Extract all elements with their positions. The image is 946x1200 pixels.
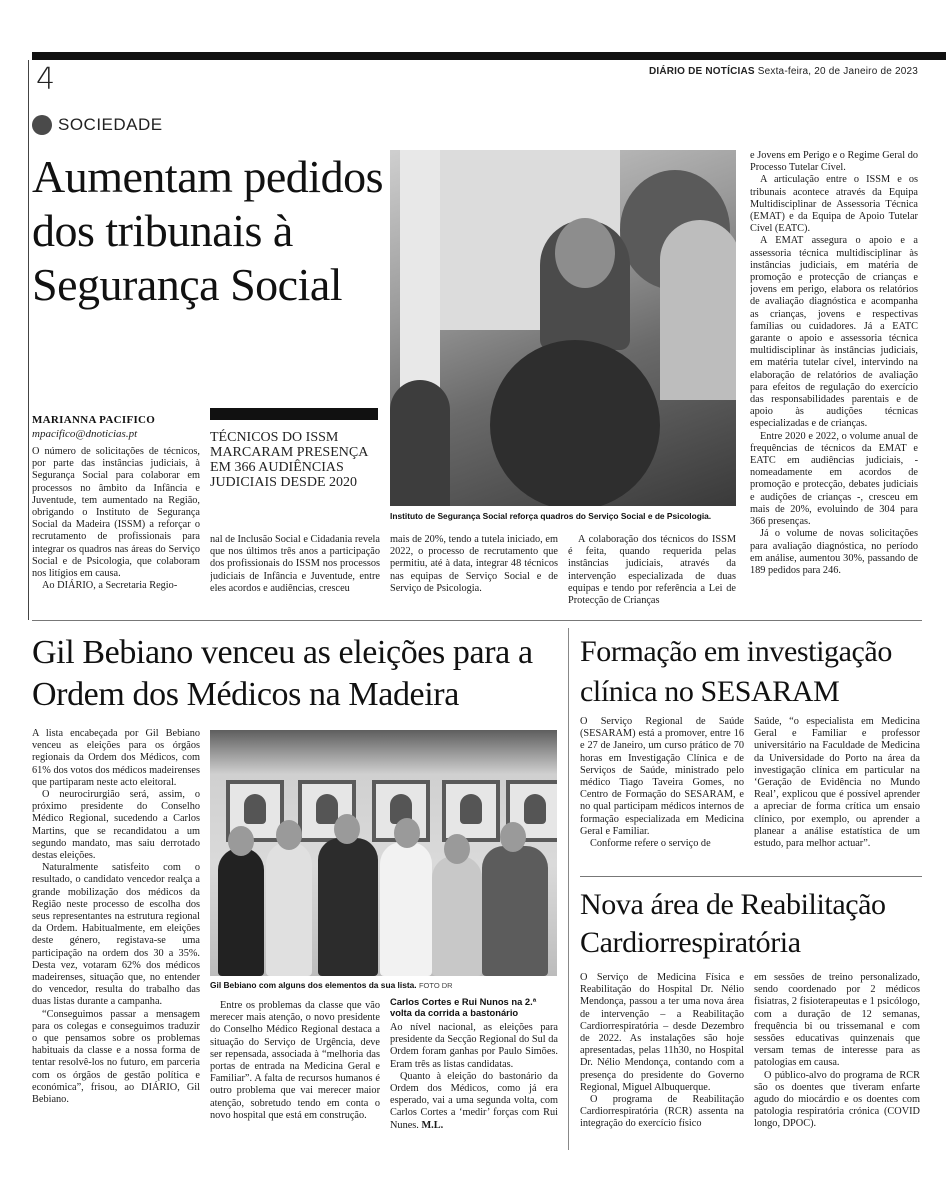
section-divider (32, 620, 922, 621)
paragraph: Já o volume de novas solicitações para avaliação diagnóstica, no período em análise, aumentou 30%, passando de 189 pedidos para 246. (750, 528, 918, 576)
gil-article-col-1 (32, 728, 200, 1148)
section-label: SOCIEDADE (58, 115, 163, 134)
top-rule (32, 52, 946, 60)
issue-date: Sexta-feira, 20 de Janeiro de 2023 (757, 66, 918, 77)
formacao-col-1 (580, 716, 744, 866)
paragraph: Ao nível nacional, as eleições para presidente da Secção Regional do Sul da Ordem foram ganhas por Paulo Simões. Eram três as listas candidatas. (390, 1022, 558, 1070)
paragraph: “Conseguimos passar a mensagem para os colegas e conseguimos traduzir o que pensamos sobre os problemas habituais da classe e a nossa forma de tentar resolvê-los no futuro, em parceria com os órgãos de gestão política e económica”, frisou, ao DIÁRIO, Gil Bebiano. (32, 1008, 200, 1106)
paragraph: Ao DIÁRIO, a Secretaria Regio- (42, 580, 178, 592)
reab-headline: Nova área de Reabilitação Cardiorrespiratória (580, 888, 886, 959)
main-article-col-5 (750, 150, 918, 608)
gil-sidebar-headline: Carlos Cortes e Rui Nunos na 2.ª volta da corrida a bastonário (390, 996, 537, 1018)
main-article-col-1 (32, 446, 200, 608)
paragraph: Naturalmente satisfeito com o resultado, o candidato vencedor realça a grande mobilização dos médicos da Região neste processo de escolha dos seus representantes na estrutura regional da Ordem. Habitualmente, em eleições deste género, registava-se uma participação na ordem dos 30 a 35%. Desta vez, votaram 62% dos médicos madeirenses, situação que, no entender do vencedor, resulta do trabalho das duas listas durante a campanha. (32, 862, 200, 1008)
masthead (649, 66, 918, 77)
reab-col-1 (580, 972, 744, 1150)
paragraph: Saúde, “o especialista em Medicina Geral e Familiar e professor universitário na Faculdade de Medicina da Universidade do Porto na área da investigação clínica em particular na ‘Geração de Evidência no Mundo Real’, explicou que é possível aprender a apreciar de forma crítica um ensaio clínico, por exemplo, ou aprender a planear a análise estatística de um estudo, para melhor actuar”. (754, 716, 920, 850)
author-signature: M.L. (421, 1119, 444, 1131)
photo-credit: FOTO DR (418, 981, 453, 990)
formacao-col-2 (754, 716, 920, 866)
section-tag (32, 114, 163, 136)
paragraph: mais de 20%, tendo a tutela iniciado, em 2022, o processo de recrutamento que permitiu, até à data, integrar 48 técnicos nas equipas de Serviço Social e de Serviço de Psicologia. (390, 534, 558, 594)
margin-rule (28, 60, 29, 620)
gil-article-col-2 (210, 1000, 380, 1148)
reab-col-2 (754, 972, 920, 1150)
main-article-col-4 (568, 534, 736, 608)
paragraph (390, 1071, 558, 1132)
gil-photo-caption (210, 980, 557, 990)
caption-text: Gil Bebiano com alguns dos elementos da sua lista. (210, 980, 417, 990)
paragraph: nal de Inclusão Social e Cidadania revela que nos últimos três anos a participação dos profissionais do ISSM nos processos judiciais de Infância e Juventude, entre eles acordos e audiências, cresceu (210, 534, 380, 594)
pull-quote-bar (210, 408, 378, 420)
paragraph: e Jovens em Perigo e o Regime Geral do Processo Tutelar Cível. (750, 150, 918, 174)
paragraph-text: Quanto à eleição do bastonário da Ordem dos Médicos, como já era esperado, vai a uma segunda volta, com Carlos Cortes a ‘medir’ forças com Rui Nunes. (390, 1070, 558, 1131)
paragraph: O programa de Reabilitação Cardiorrespiratória (RCR) assenta na integração do exercício físico (580, 1094, 744, 1130)
gil-article-photo (210, 730, 557, 976)
formacao-headline: Formação em investigação clínica no SESARAM (580, 635, 892, 708)
paragraph: O número de solicitações de técnicos, por parte das instâncias judiciais, à Segurança Social para colaborar em processos no âmbito da Infância e Juventude, tem aumentado na Região, obrigando o Instituto de Segurança Social da Madeira (ISSM) a reforçar o recrutamento de profissionais para integrar os quadros nas áreas do Serviço Social e de Psicologia, que colaboram nos litígios em causa. (32, 446, 200, 580)
paragraph: O neurocirurgião será, assim, o próximo presidente do Conselho Médico Regional, sucedendo a Carlos Martins, que se recandidatou a um segundo mandato, mas saiu derrotado destas eleições. (32, 789, 200, 862)
paragraph: O Serviço de Medicina Física e Reabilitação do Hospital Dr. Nélio Mendonça, passou a ter uma nova área de intervenção – a Reabilitação Cardiorrespiratória – desde Dezembro de 2022. As instalações são hoje apresentadas, pelas 11h30, no Hospital Dr. Nélio Mendonça, contando com a presença do presidente do Governo Regional, Miguel Albuquerque. (580, 972, 744, 1093)
paragraph: Entre 2020 e 2022, o volume anual de frequências de técnicos da EMAT e EATC em audiências judiciais, - nomeadamente em acordos de promoção e protecção, debates judiciais e audições de crianças -, cresceu em mais de 20%, evoluindo de 304 para 366 presenças. (750, 430, 918, 528)
gil-article-col-3 (390, 1022, 558, 1148)
column-divider (568, 628, 569, 1150)
main-headline: Aumentam pedidos dos tribunais à Segurança Social (32, 151, 383, 310)
paragraph: Conforme refere o serviço de (590, 838, 711, 850)
paragraph: Entre os problemas da classe que vão merecer mais atenção, o novo presidente do Conselho Médico Regional destaca a situação do Serviço de Urgência, deve ser repensada, associada à “melhoria das portas de entrada na Medicina Geral e Familiar”. A falta de recursos humanos é outro problema que vai merecer maior atenção, sobretudo tendo em conta o novo hospital que está em construção. (210, 1000, 380, 1121)
paragraph: A articulação entre o ISSM e os tribunais acontece através da Equipa Multidisciplinar de Assessoria Técnica (EMAT) e da Equipa de Apoio Tutelar Cível (EATC). (750, 174, 918, 235)
paragraph: O público-alvo do programa de RCR são os doentes que tiveram enfarte agudo do miocárdio e os doentes com patologia respiratória crónica (COVID longo, DPOC). (754, 1069, 920, 1130)
main-photo-caption: Instituto de Segurança Social reforça quadros do Serviço Social e de Psicologia. (390, 511, 712, 521)
paragraph: A colaboração dos técnicos do ISSM é feita, quando requerida pelas instâncias judiciais, através da intervenção especializada de duas equipas e tendo por referência a Lei de Protecção de Crianças (568, 534, 736, 607)
pull-quote: TÉCNICOS DO ISSM MARCARAM PRESENÇA EM 366 AUDIÊNCIAS JUDICIAIS DESDE 2020 (210, 430, 368, 490)
paragraph: em sessões de treino personalizado, sendo coordenado por 2 médicos fisiatras, 2 fisioterapeutas e 1 psicólogo, com a duração de 12 semanas, frequência bi ou trissemanal e com sessões educativas quinzenais que versam temas de interesse para as patologias em causa. (754, 972, 920, 1069)
section-dot-icon (32, 115, 52, 135)
byline: MARIANNA PACIFICO (32, 414, 156, 426)
gil-headline: Gil Bebiano venceu as eleições para a Ordem dos Médicos na Madeira (32, 634, 533, 713)
article-divider (580, 876, 922, 877)
main-article-photo (390, 150, 736, 506)
page-number: 4 (36, 62, 56, 97)
publication-name: DIÁRIO DE NOTÍCIAS (648, 66, 755, 77)
paragraph: A EMAT assegura o apoio e a assessoria técnica multidisciplinar às instâncias judiciais, em matéria de promoção e protecção de crianças e jovens em perigo, elabora os relatórios de avaliação diagnóstica e acompanha as crianças, jovens e respectivas famílias ou cuidadores. Já a EATC garante o apoio e assessoria técnica multidisciplinar às instâncias judiciais, em matéria tutelar cível, intervindo na elaboração de relatórios de avaliação para efeitos de regulação do exercício das responsabilidades parentais e de apoio às audições técnicas especializadas e de crianças. (750, 235, 918, 430)
main-article-col-2 (210, 534, 380, 608)
byline-email: mpacifico@dnoticias.pt (32, 428, 138, 440)
main-article-col-3 (390, 534, 558, 608)
paragraph: A lista encabeçada por Gil Bebiano venceu as eleições para os órgãos regionais da Ordem dos Médicos, com 61% dos votos dos médicos madeirenses que partiparam neste acto eleitoral. (32, 728, 200, 788)
paragraph: O Serviço Regional de Saúde (SESARAM) está a promover, entre 16 e 27 de Janeiro, um curso prático de 70 horas em Investigação Clínica e de Serviços de Saúde, ministrado pelo médico Tiago Taveira Gomes, no Centro de Formação do SESARAM, e no qual participam médicos internos de formação especializada em Medicina Geral e Familiar. (580, 716, 744, 837)
